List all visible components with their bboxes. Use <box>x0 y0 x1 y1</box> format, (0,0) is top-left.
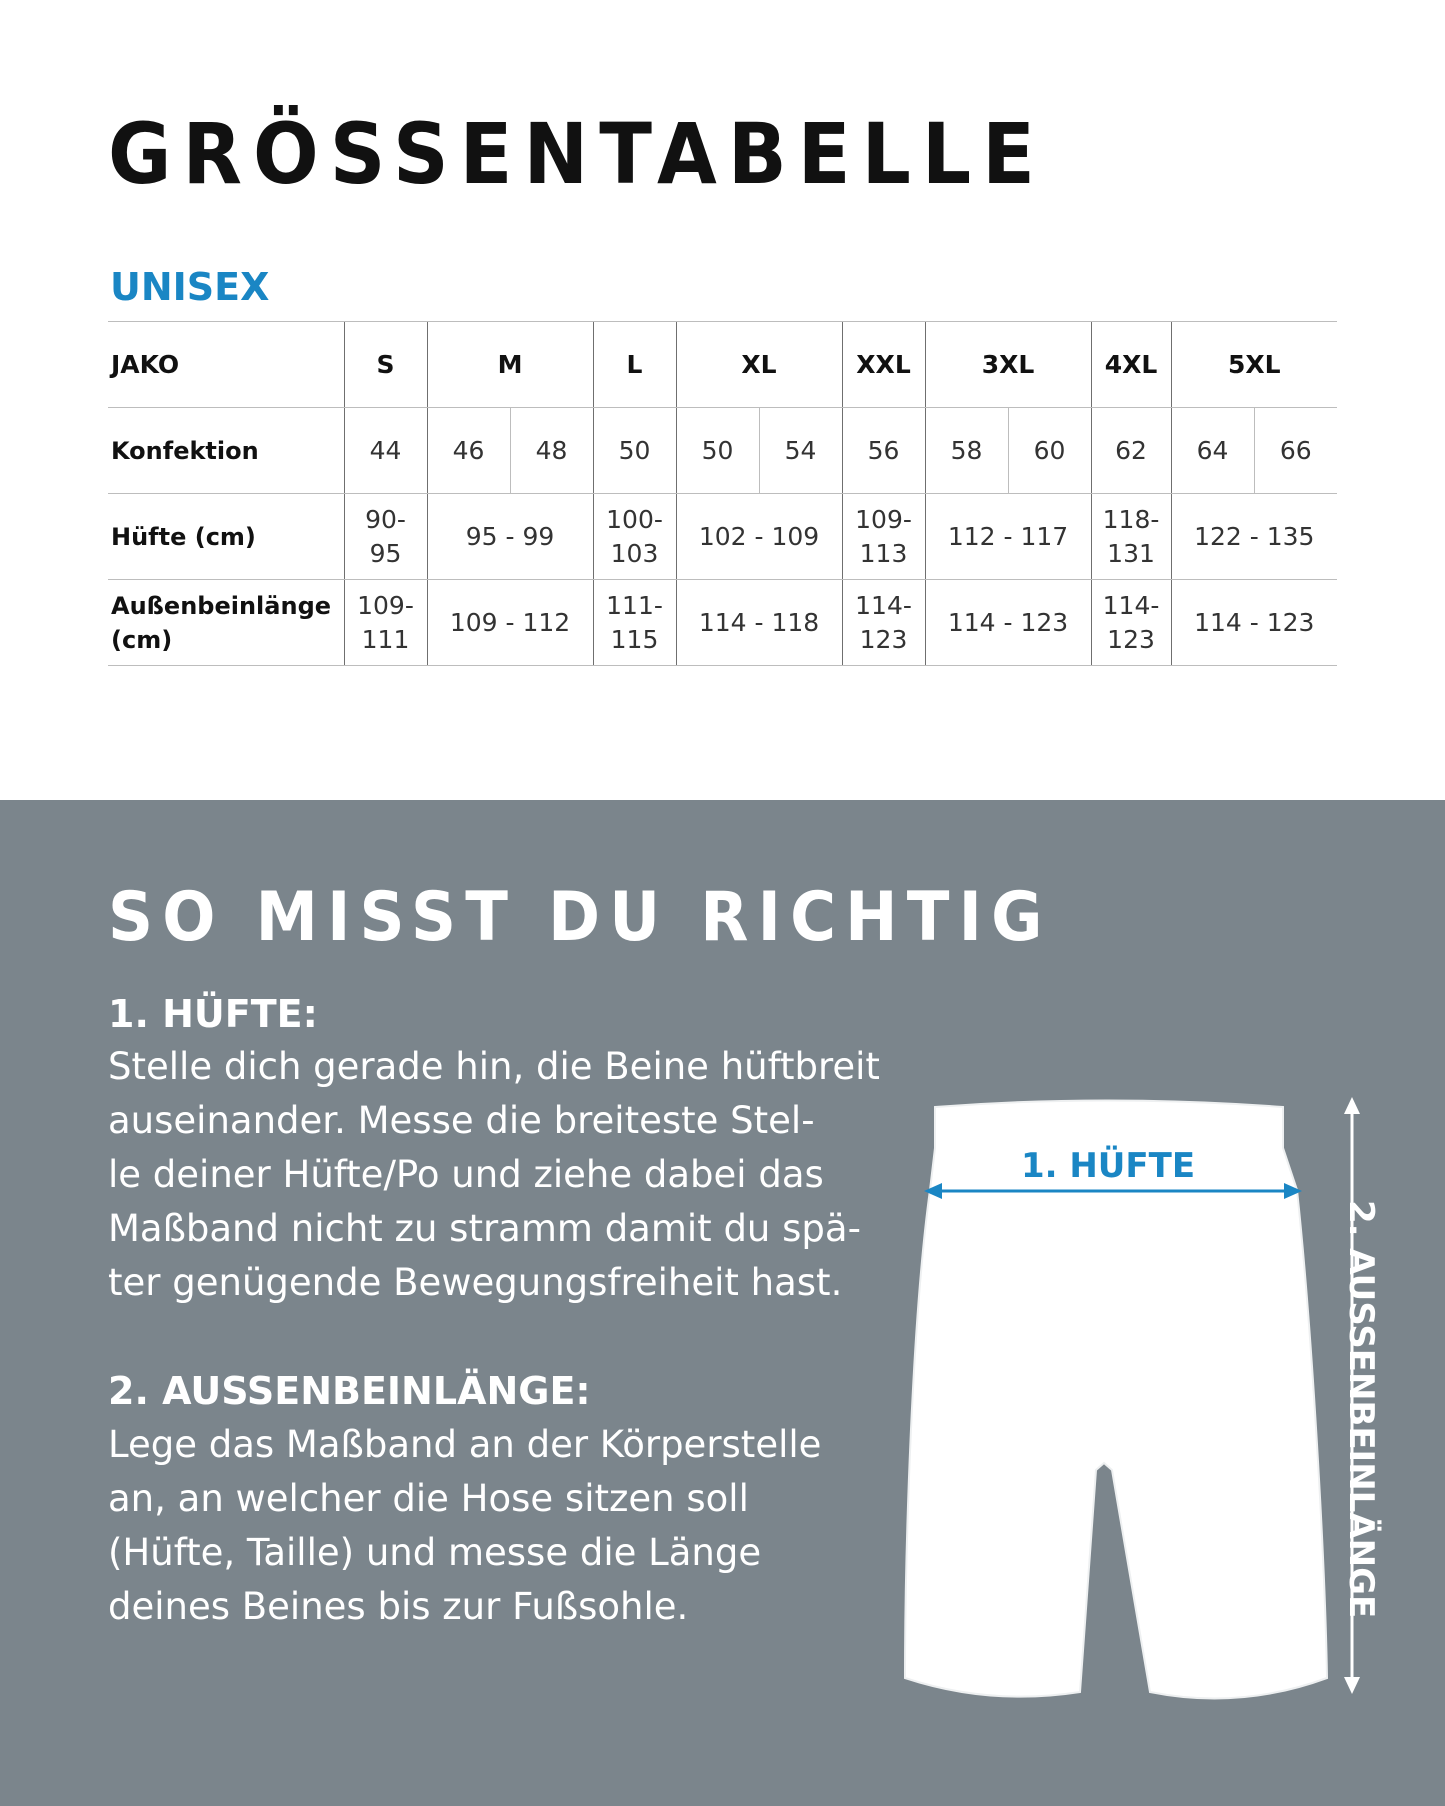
outseam-heading: 2. AUSSENBEINLÄNGE: <box>108 1369 591 1413</box>
size-header: S <box>344 322 427 408</box>
table-cell: 60 <box>1008 408 1091 494</box>
text-line: auseinander. Messe die breiteste Stel- <box>108 1099 815 1142</box>
table-cell: 109- 111 <box>344 580 427 666</box>
size-header: M <box>427 322 593 408</box>
outseam-label-text: 2. AUSSENBEINLÄNGE <box>1341 1200 1381 1619</box>
brand-header: JAKO <box>108 322 344 408</box>
table-subtitle: UNISEX <box>110 265 270 309</box>
size-table <box>108 321 1337 666</box>
hip-instructions <box>108 1040 888 1310</box>
table-cell: 58 <box>925 408 1008 494</box>
table-cell: 62 <box>1091 408 1171 494</box>
text-line: deines Beines bis zur Fußsohle. <box>108 1585 689 1628</box>
table-cell: 48 <box>510 408 593 494</box>
shorts-diagram <box>880 1080 1360 1730</box>
text-line: Maßband nicht zu stramm damit du spä- <box>108 1207 861 1250</box>
size-header: 5XL <box>1171 322 1337 408</box>
table-cell: 95 - 99 <box>427 494 593 580</box>
size-header: XXL <box>842 322 925 408</box>
size-header: XL <box>676 322 842 408</box>
size-header-row <box>108 322 1337 408</box>
text-line: le deiner Hüfte/Po und ziehe dabei das <box>108 1153 824 1196</box>
row-label: Hüfte (cm) <box>108 494 344 580</box>
arrow-up-icon <box>1344 1097 1360 1114</box>
text-line: ter genügende Bewegungsfreiheit hast. <box>108 1261 843 1304</box>
table-cell: 112 - 117 <box>925 494 1091 580</box>
hip-diagram-label: 1. HÜFTE <box>1020 1146 1196 1186</box>
table-cell: 50 <box>676 408 759 494</box>
table-cell: 44 <box>344 408 427 494</box>
table-cell: 102 - 109 <box>676 494 842 580</box>
text-line: (Hüfte, Taille) und messe die Länge <box>108 1531 762 1574</box>
table-cell: 114 - 123 <box>1171 580 1337 666</box>
size-header: L <box>593 322 676 408</box>
table-cell: 64 <box>1171 408 1254 494</box>
hip-row <box>108 494 1337 580</box>
hip-heading: 1. HÜFTE: <box>108 992 318 1036</box>
size-header: 4XL <box>1091 322 1171 408</box>
table-cell: 122 - 135 <box>1171 494 1337 580</box>
text-line: an, an welcher die Hose sitzen soll <box>108 1477 749 1520</box>
guide-title: SO MISST DU RICHTIG <box>108 878 1052 957</box>
table-cell: 54 <box>759 408 842 494</box>
page-title: GRÖSSENTABELLE <box>108 105 1047 203</box>
table-cell: 46 <box>427 408 510 494</box>
table-cell: 118- 131 <box>1091 494 1171 580</box>
konfektion-row <box>108 408 1337 494</box>
table-cell: 100- 103 <box>593 494 676 580</box>
table-cell: 90- 95 <box>344 494 427 580</box>
text-line: Stelle dich gerade hin, die Beine hüftbreit <box>108 1045 880 1088</box>
row-label: Konfektion <box>108 408 344 494</box>
table-cell: 111- 115 <box>593 580 676 666</box>
table-cell: 109 - 112 <box>427 580 593 666</box>
table-cell: 114- 123 <box>842 580 925 666</box>
outseam-instructions <box>108 1418 888 1634</box>
text-line: Lege das Maßband an der Körperstelle <box>108 1423 822 1466</box>
table-cell: 114- 123 <box>1091 580 1171 666</box>
table-cell: 50 <box>593 408 676 494</box>
row-label: Außenbeinlänge (cm) <box>108 580 344 666</box>
outseam-row <box>108 580 1337 666</box>
arrow-down-icon <box>1344 1677 1360 1694</box>
table-cell: 109- 113 <box>842 494 925 580</box>
table-cell: 56 <box>842 408 925 494</box>
size-header: 3XL <box>925 322 1091 408</box>
table-cell: 114 - 123 <box>925 580 1091 666</box>
table-cell: 114 - 118 <box>676 580 842 666</box>
table-cell: 66 <box>1254 408 1337 494</box>
